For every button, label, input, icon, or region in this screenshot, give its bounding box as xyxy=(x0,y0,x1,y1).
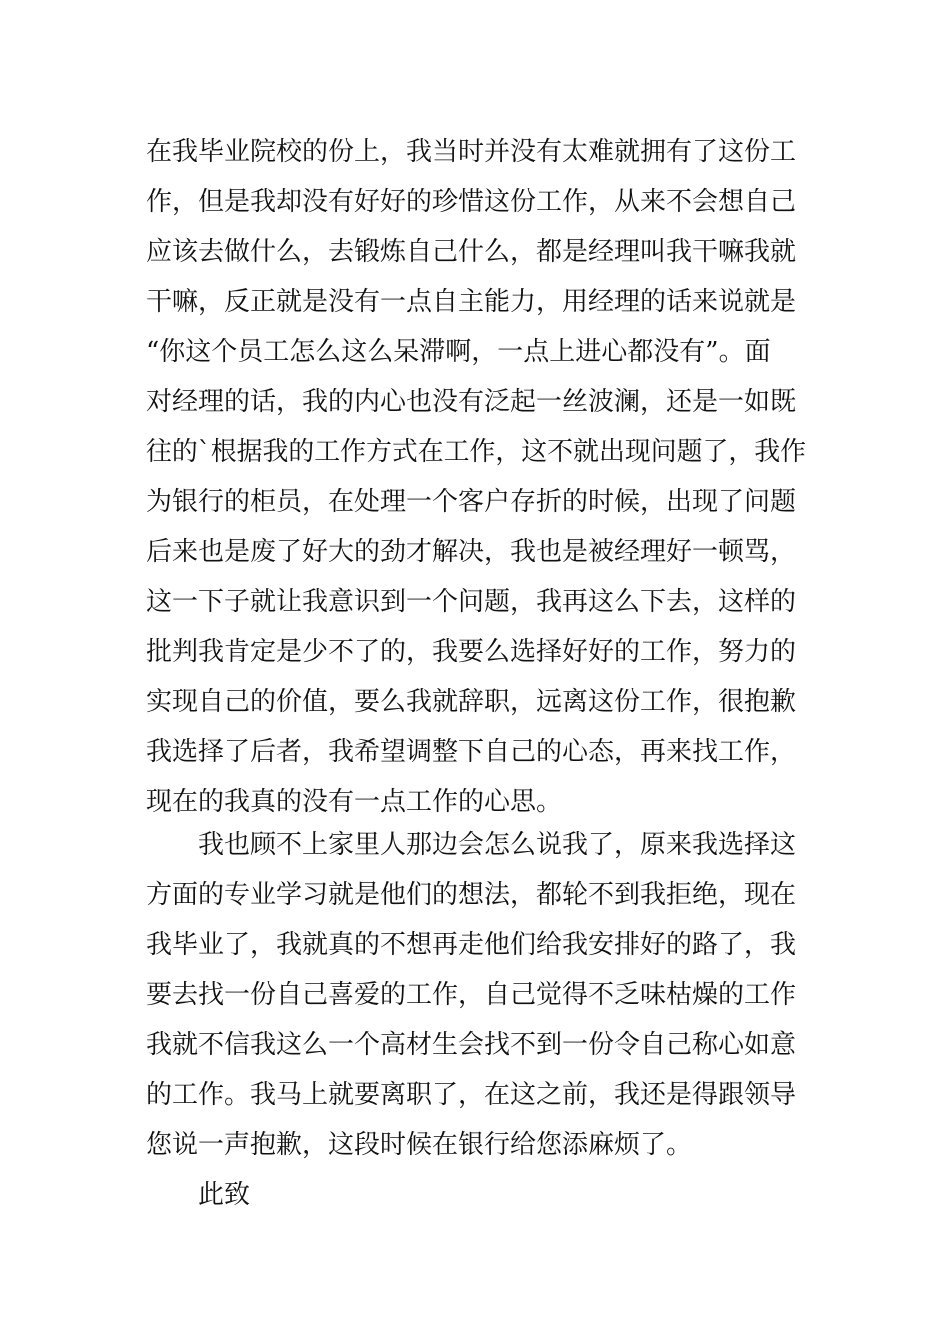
text-line: 要去找一份自己喜爱的工作，自己觉得不乏味枯燥的工作 xyxy=(146,980,797,1010)
text-line: 我也顾不上家里人那边会怎么说我了，原来我选择这 xyxy=(146,830,797,860)
closing-salutation xyxy=(146,1170,806,1220)
text-line: 往的`根据我的工作方式在工作，这不就出现问题了，我作 xyxy=(146,437,807,467)
text-line: 我选择了后者，我希望调整下自己的心态，再来找工作， xyxy=(146,737,797,767)
text-line: 方面的专业学习就是他们的想法，都轮不到我拒绝，现在 xyxy=(146,880,797,910)
text-line: “你这个员工怎么这么呆滞啊，一点上进心都没有”。面 xyxy=(146,337,771,367)
text-line: 这一下子就让我意识到一个问题，我再这么下去，这样的 xyxy=(146,587,797,617)
closing-line: 此致 xyxy=(146,1180,251,1210)
text-line: 我就不信我这么一个高材生会找不到一份令自己称心如意 xyxy=(146,1030,797,1060)
text-line: 在我毕业院校的份上，我当时并没有太难就拥有了这份工 xyxy=(146,137,797,167)
text-line: 干嘛，反正就是没有一点自主能力，用经理的话来说就是 xyxy=(146,287,797,317)
text-line: 对经理的话，我的内心也没有泛起一丝波澜，还是一如既 xyxy=(146,387,797,417)
text-line: 后来也是废了好大的劲才解决，我也是被经理好一顿骂， xyxy=(146,537,797,567)
text-line: 您说一声抱歉，这段时候在银行给您添麻烦了。 xyxy=(146,1130,693,1160)
text-line: 批判我肯定是少不了的，我要么选择好好的工作，努力的 xyxy=(146,637,797,667)
text-line: 作，但是我却没有好好的珍惜这份工作，从来不会想自己 xyxy=(146,187,797,217)
paragraph-2 xyxy=(146,820,806,1170)
text-line: 应该去做什么，去锻炼自己什么，都是经理叫我干嘛我就 xyxy=(146,237,797,267)
text-line: 我毕业了，我就真的不想再走他们给我安排好的路了，我 xyxy=(146,930,797,960)
text-line: 实现自己的价值，要么我就辞职，远离这份工作，很抱歉 xyxy=(146,687,797,717)
text-line: 的工作。我马上就要离职了，在这之前，我还是得跟领导 xyxy=(146,1080,797,1110)
text-line: 为银行的柜员，在处理一个客户存折的时候，出现了问题 xyxy=(146,487,797,517)
paragraph-1 xyxy=(146,127,806,827)
text-line: 现在的我真的没有一点工作的心思。 xyxy=(146,787,563,817)
